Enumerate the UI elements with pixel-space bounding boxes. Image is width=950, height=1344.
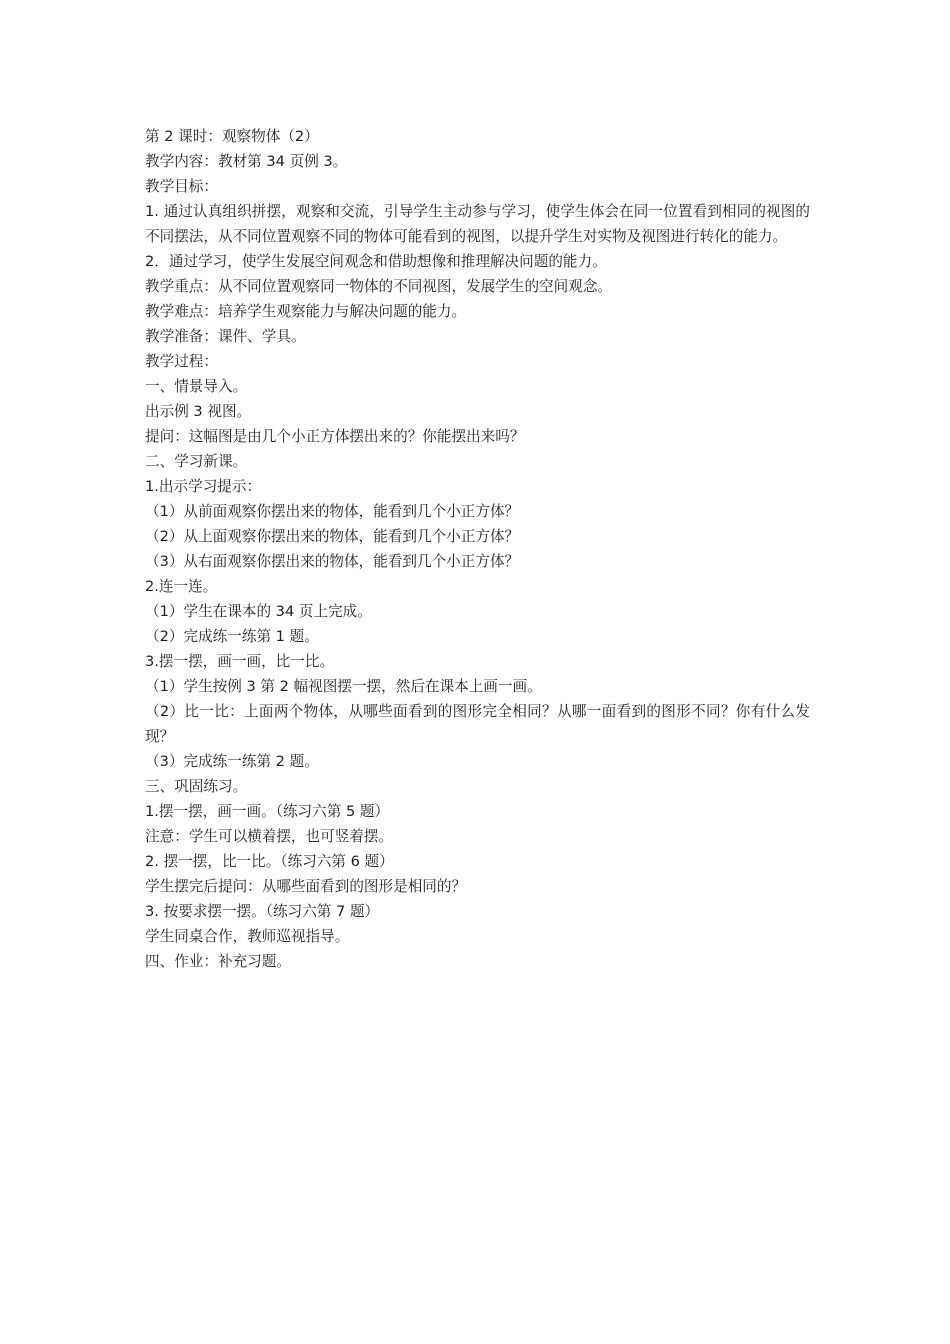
section-2-heading: 二、学习新课。 — [145, 453, 248, 470]
connect-step-1: （1）学生在课本的 34 页上完成。 — [145, 603, 372, 620]
practice-3-note: 学生同桌合作，教师巡视指导。 — [145, 928, 350, 945]
goal-2: 2．通过学习，使学生发展空间观念和借助想像和推理解决问题的能力。 — [145, 253, 607, 270]
arrange-step-2: （2）比一比：上面两个物体，从哪些面看到的图形完全相同？从哪一面看到的图形不同？你有什么发现？ — [145, 703, 810, 745]
practice-1: 1.摆一摆，画一画。（练习六第 5 题） — [145, 803, 390, 820]
arrange-step-3: （3）完成练一练第 2 题。 — [145, 753, 319, 770]
learning-tips-heading: 1.出示学习提示： — [145, 478, 262, 495]
tip-3: （3）从右面观察你摆出来的物体，能看到几个小正方体？ — [145, 553, 520, 570]
question-intro: 提问：这幅图是由几个小正方体摆出来的？你能摆出来吗？ — [145, 428, 525, 445]
lesson-title: 第 2 课时：观察物体（2） — [145, 128, 319, 145]
practice-1-note: 注意：学生可以横着摆，也可竖着摆。 — [145, 828, 394, 845]
tip-1: （1）从前面观察你摆出来的物体，能看到几个小正方体？ — [145, 503, 520, 520]
teaching-process-heading: 教学过程： — [145, 353, 218, 370]
connect-step-2: （2）完成练一练第 1 题。 — [145, 628, 319, 645]
section-1-heading: 一、情景导入。 — [145, 378, 248, 395]
practice-3: 3. 按要求摆一摆。（练习六第 7 题） — [145, 903, 380, 920]
goal-1: 1. 通过认真组织拼摆，观察和交流，引导学生主动参与学习，使学生体会在同一位置看到相同的视图的不同摆法，从不同位置观察不同的物体可能看到的视图，以提升学生对实物及视图进行转化的能力。 — [145, 203, 810, 245]
practice-2-question: 学生摆完后提问：从哪些面看到的图形是相同的？ — [145, 878, 467, 895]
teaching-focus: 教学重点：从不同位置观察同一物体的不同视图，发展学生的空间观念。 — [145, 278, 613, 295]
show-example-3: 出示例 3 视图。 — [145, 403, 252, 420]
lesson-plan-text — [145, 124, 810, 974]
teaching-content: 教学内容：教材第 34 页例 3。 — [145, 153, 348, 170]
section-4-homework: 四、作业：补充习题。 — [145, 953, 291, 970]
tip-2: （2）从上面观察你摆出来的物体，能看到几个小正方体？ — [145, 528, 520, 545]
section-3-heading: 三、巩固练习。 — [145, 778, 248, 795]
teaching-difficulty: 教学难点：培养学生观察能力与解决问题的能力。 — [145, 303, 467, 320]
teaching-goals-heading: 教学目标： — [145, 178, 218, 195]
connect-heading: 2.连一连。 — [145, 578, 218, 595]
arrange-step-1: （1）学生按例 3 第 2 幅视图摆一摆，然后在课本上画一画。 — [145, 678, 542, 695]
teaching-preparation: 教学准备：课件、学具。 — [145, 328, 306, 345]
arrange-draw-compare-heading: 3.摆一摆，画一画，比一比。 — [145, 653, 335, 670]
practice-2: 2. 摆一摆，比一比。（练习六第 6 题） — [145, 853, 394, 870]
